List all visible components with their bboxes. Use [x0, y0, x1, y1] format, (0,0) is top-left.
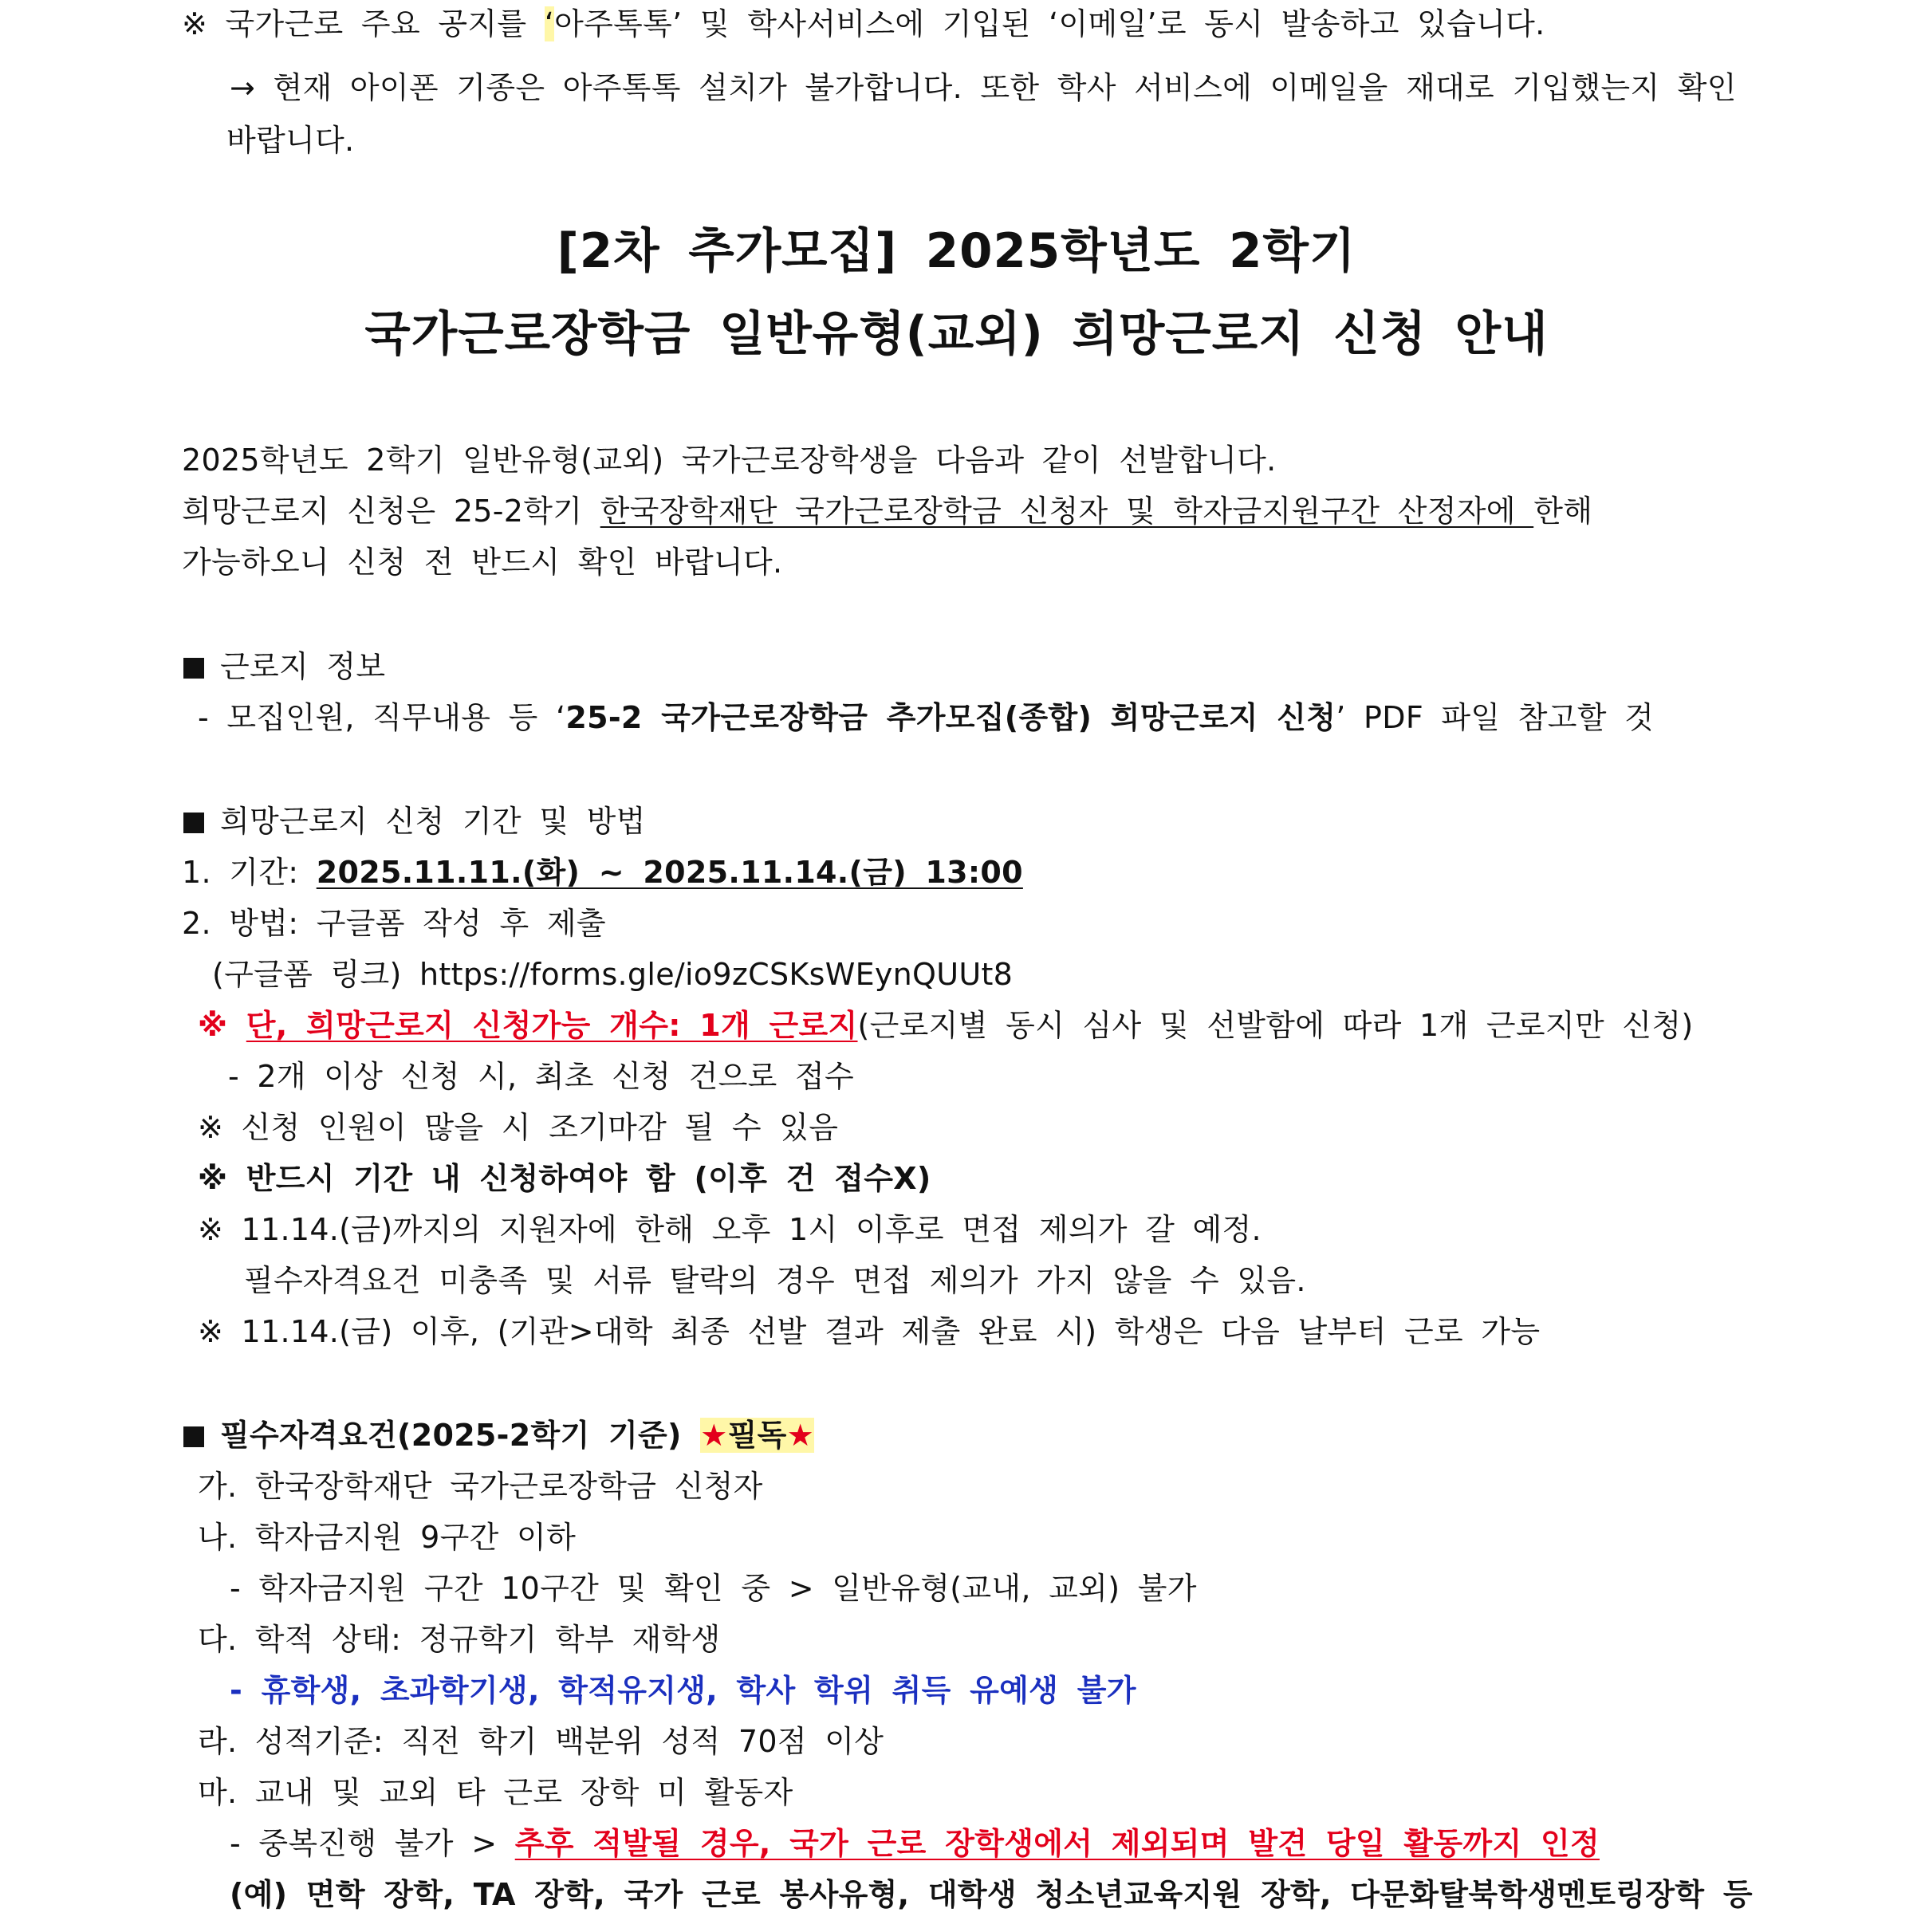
notice-highlight: ‘ — [544, 6, 555, 41]
intro-text: 희망근로지 신청은 25-2학기 — [182, 494, 600, 529]
intro-text: 한해 — [1533, 494, 1593, 529]
info-text: ’ PDF 파일 참고할 것 — [1336, 700, 1655, 735]
intro-underlined: 한국장학재단 국가근로장학금 신청자 및 학자금지원구간 산정자에 — [600, 494, 1534, 529]
square-bullet-icon — [183, 1426, 204, 1447]
section-heading-text: 필수자격요건(2025-2학기 기준) — [220, 1418, 682, 1453]
requirement-da: 다. 학적 상태: 정규학기 학부 재학생 — [198, 1622, 721, 1657]
requirement-ra: 라. 성적기준: 직전 학기 백분위 성적 70점 이상 — [198, 1724, 884, 1759]
interview-note-1: ※ 11.14.(금)까지의 지원자에 한해 오후 1시 이후로 면접 제의가 갈 예정. — [198, 1212, 1262, 1247]
intro-line-1: 2025학년도 2학기 일반유형(교외) 국가근로장학생을 다음과 같이 선발합니다. — [182, 443, 1277, 478]
section-heading-text: 희망근로지 신청 기간 및 방법 — [220, 804, 646, 839]
period-value: 2025.11.11.(화) ~ 2025.11.14.(금) 13:00 — [316, 855, 1023, 890]
square-bullet-icon — [183, 658, 204, 679]
limit-note: (근로지별 동시 심사 및 선발함에 따라 1개 근로지만 신청) — [857, 1008, 1694, 1043]
duplicate-note: - 중복진행 불가 > — [230, 1826, 515, 1861]
requirement-da-sub — [230, 1671, 1136, 1710]
page-title-line-2: 국가근로장학금 일반유형(교외) 희망근로지 신청 안내 — [364, 307, 1549, 362]
excluded-students: 휴학생, 초과학기생, 학적유지생, 학사 학위 취득 유예생 불가 — [261, 1673, 1136, 1708]
notice-line-2: → 현재 아이폰 기종은 아주톡톡 설치가 불가합니다. 또한 학사 서비스에 이메일을 재대로 기입했는지 확인 — [230, 70, 1737, 105]
section-heading-requirements — [183, 1416, 814, 1454]
notice-line-1 — [182, 5, 1545, 43]
early-close-note: ※ 신청 인원이 많을 시 조기마감 될 수 있음 — [198, 1110, 839, 1145]
pdf-file-name: 25-2 국가근로장학금 추가모집(종합) 희망근로지 신청 — [565, 700, 1336, 735]
dash: - — [230, 1673, 262, 1708]
multi-application-note: - 2개 이상 신청 시, 최초 신청 건으로 접수 — [228, 1059, 855, 1094]
star-icon: ★ — [786, 1418, 815, 1453]
duplicate-warning: 추후 적발될 경우, 국가 근로 장학생에서 제외되며 발견 당일 활동까지 인정 — [514, 1826, 1600, 1861]
requirement-ma-sub — [230, 1824, 1600, 1863]
workplace-info-line — [198, 698, 1654, 737]
notice-line-3: 바랍니다. — [226, 123, 355, 158]
section-heading-text: 근로지 정보 — [220, 649, 386, 684]
info-text: - 모집인원, 직무내용 등 ‘ — [198, 700, 566, 735]
must-read-text: 필독 — [727, 1418, 787, 1453]
period-line — [182, 853, 1023, 891]
google-form-link[interactable]: (구글폼 링크) https://forms.gle/io9zCSKsWEynQUUt8 — [212, 957, 1014, 992]
start-work-note: ※ 11.14.(금) 이후, (기관>대학 최종 선발 결과 제출 완료 시) 학생은 다음 날부터 근로 가능 — [198, 1314, 1541, 1349]
scholarship-examples: (예) 면학 장학, TA 장학, 국가 근로 봉사유형, 대학생 청소년교육지원 장학, 다문화탈북학생멘토링장학 등 — [230, 1877, 1753, 1912]
must-read-badge — [700, 1418, 814, 1453]
interview-note-2: 필수자격요건 미충족 및 서류 탈락의 경우 면접 제의가 가지 않을 수 있음. — [244, 1263, 1306, 1298]
method-line: 2. 방법: 구글폼 작성 후 제출 — [182, 906, 606, 941]
requirement-ma: 마. 교내 및 교외 타 근로 장학 미 활동자 — [198, 1775, 793, 1810]
intro-line-2 — [182, 492, 1592, 530]
star-icon: ★ — [700, 1418, 728, 1453]
notice-text: ※ 국가근로 주요 공지를 — [182, 6, 545, 41]
notice-text: 아주톡톡’ 및 학사서비스에 기입된 ‘이메일’로 동시 발송하고 있습니다. — [554, 6, 1545, 41]
reference-mark: ※ — [198, 1008, 246, 1043]
period-label: 1. 기간: — [182, 855, 317, 890]
intro-line-3: 가능하오니 신청 전 반드시 확인 바랍니다. — [182, 545, 783, 580]
limit-line — [198, 1006, 1693, 1045]
requirement-na: 나. 학자금지원 9구간 이하 — [198, 1520, 577, 1555]
deadline-warning: ※ 반드시 기간 내 신청하여야 함 (이후 건 접수X) — [198, 1161, 931, 1196]
requirement-na-sub: - 학자금지원 구간 10구간 및 확인 중 > 일반유형(교내, 교외) 불가 — [230, 1571, 1197, 1606]
page-title-line-1: [2차 추가모집] 2025학년도 2학기 — [557, 224, 1356, 279]
section-heading-workplace — [183, 647, 385, 686]
square-bullet-icon — [183, 813, 204, 833]
limit-warning: 단, 희망근로지 신청가능 개수: 1개 근로지 — [246, 1008, 858, 1043]
section-heading-application — [183, 802, 646, 840]
requirement-ga: 가. 한국장학재단 국가근로장학금 신청자 — [198, 1469, 763, 1504]
